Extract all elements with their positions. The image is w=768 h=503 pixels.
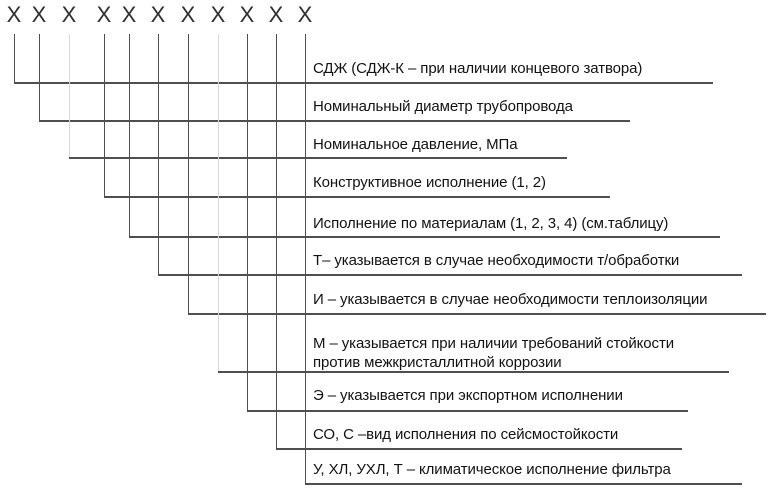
code-placeholder-x: Х xyxy=(121,2,137,27)
code-placeholder-x: Х xyxy=(268,2,284,27)
field-label xyxy=(313,59,642,78)
field-label-line: Номинальное давление, МПа xyxy=(313,136,518,153)
field-label-line: Конструктивное исполнение (1, 2) xyxy=(313,174,546,191)
code-placeholder-x: Х xyxy=(210,2,226,27)
field-label xyxy=(313,135,517,154)
field-label xyxy=(313,214,668,233)
connector-underline xyxy=(305,483,742,485)
field-label xyxy=(313,460,671,479)
field-label xyxy=(313,251,679,270)
code-placeholder-x: Х xyxy=(61,2,77,27)
field-label xyxy=(313,173,546,192)
connector-underline xyxy=(276,448,682,450)
field-label-line: СО, С –вид исполнения по сейсмостойкости xyxy=(313,426,619,443)
field-label-line: СДЖ (СДЖ-К – при наличии концевого затвора) xyxy=(313,60,643,77)
connector-underline xyxy=(69,157,567,159)
field-label-line: И – указывается в случае необходимости теплоизоляции xyxy=(313,291,708,308)
field-label-line: Т– указывается в случае необходимости т/обработки xyxy=(313,252,680,269)
connector-underline xyxy=(14,82,713,84)
connector-vertical-line xyxy=(218,34,220,373)
connector-vertical-line xyxy=(276,34,278,450)
connector-vertical-line xyxy=(104,34,106,198)
code-placeholder-x: Х xyxy=(180,2,196,27)
connector-vertical-line xyxy=(69,34,71,159)
field-label xyxy=(313,290,707,309)
code-placeholder-x: Х xyxy=(150,2,166,27)
field-label xyxy=(313,386,623,405)
field-label-line: Исполнение по материалам (1, 2, 3, 4) (см.таблицу) xyxy=(313,215,669,232)
code-placeholder-x: Х xyxy=(96,2,112,27)
field-label xyxy=(313,425,618,444)
field-label-line: М – указывается при наличии требований стойкости xyxy=(313,335,675,352)
connector-underline xyxy=(104,196,610,198)
field-label-line: Номинальный диаметр трубопровода xyxy=(313,98,573,115)
connector-vertical-line xyxy=(129,34,131,238)
code-placeholder-x: Х xyxy=(297,2,313,27)
code-placeholder-x: Х xyxy=(31,2,47,27)
connector-vertical-line xyxy=(188,34,190,315)
connector-underline xyxy=(247,410,688,412)
code-placeholder-x: Х xyxy=(239,2,255,27)
connector-vertical-line xyxy=(14,34,16,84)
connector-vertical-line xyxy=(39,34,41,122)
field-label-line: Э – указывается при экспортном исполнении xyxy=(313,387,623,404)
connector-vertical-line xyxy=(305,34,307,485)
field-label xyxy=(313,334,674,372)
field-label-line: против межкристаллитной коррозии xyxy=(313,354,562,371)
connector-vertical-line xyxy=(247,34,249,412)
field-label xyxy=(313,97,573,116)
field-label-line: У, ХЛ, УХЛ, Т – климатическое исполнение фильтра xyxy=(313,461,671,478)
connector-vertical-line xyxy=(158,34,160,276)
code-placeholder-x: Х xyxy=(6,2,22,27)
